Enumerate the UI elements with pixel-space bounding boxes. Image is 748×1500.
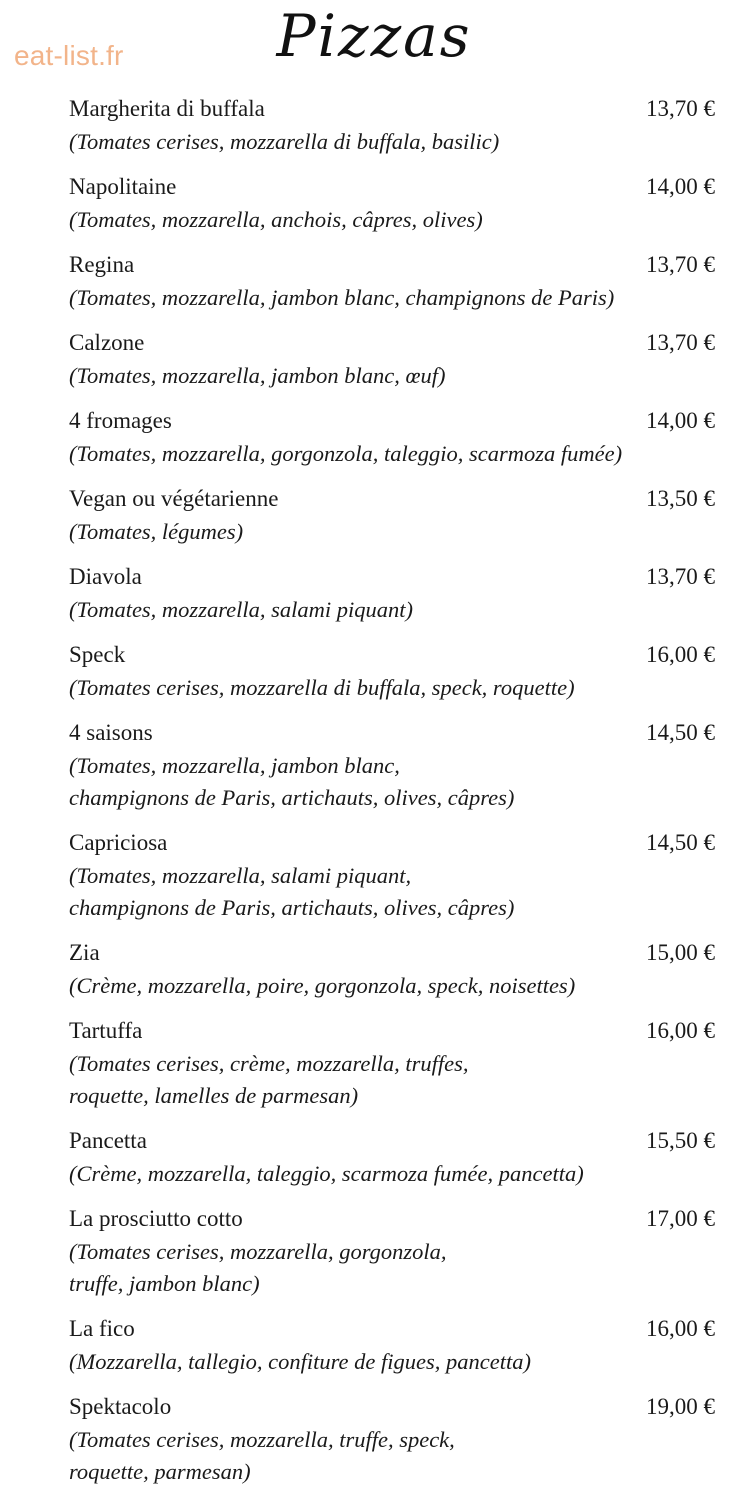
menu-item <box>69 1390 715 1488</box>
item-price: 14,00 € <box>646 408 715 433</box>
item-name: Vegan ou végétarienne <box>69 486 279 511</box>
menu-item <box>69 170 715 236</box>
menu-item <box>69 482 715 548</box>
item-price: 14,50 € <box>646 830 715 855</box>
item-description: (Tomates, mozzarella, salami piquant) <box>69 597 413 622</box>
item-price: 14,00 € <box>646 174 715 199</box>
menu-item <box>69 936 715 1002</box>
menu-item <box>69 560 715 626</box>
page-title: Pizzas <box>276 2 472 70</box>
item-name: Regina <box>69 252 135 277</box>
item-name: La fico <box>69 1316 135 1341</box>
item-description: (Tomates, mozzarella, salami piquant, champignons de Paris, artichauts, olives, câpres) <box>69 863 515 920</box>
item-name: Tartuffa <box>69 1018 143 1043</box>
item-name: La prosciutto cotto <box>69 1206 243 1231</box>
item-description: (Tomates cerises, mozzarella di buffala, basilic) <box>69 129 500 154</box>
item-price: 13,70 € <box>646 252 715 277</box>
menu-item <box>69 404 715 470</box>
item-name: Pancetta <box>69 1128 147 1153</box>
item-price: 19,00 € <box>646 1394 715 1419</box>
item-name: Margherita di buffala <box>69 96 265 121</box>
item-name: Calzone <box>69 330 145 355</box>
item-description: (Tomates, mozzarella, anchois, câpres, olives) <box>69 207 483 232</box>
item-price: 16,00 € <box>646 642 715 667</box>
item-description: (Tomates, mozzarella, jambon blanc, champignons de Paris, artichauts, olives, câpres) <box>69 753 515 810</box>
item-name: 4 fromages <box>69 408 172 433</box>
item-price: 15,00 € <box>646 940 715 965</box>
item-description: (Tomates cerises, mozzarella di buffala, speck, roquette) <box>69 675 575 700</box>
pizza-menu-list <box>69 92 715 1500</box>
menu-item <box>69 1014 715 1112</box>
item-description: (Crème, mozzarella, poire, gorgonzola, speck, noisettes) <box>69 973 576 998</box>
item-description: (Tomates cerises, crème, mozzarella, truffes, roquette, lamelles de parmesan) <box>69 1051 469 1108</box>
item-price: 13,70 € <box>646 330 715 355</box>
watermark-logo: eat-list.fr <box>14 40 124 71</box>
menu-item <box>69 248 715 314</box>
item-description: (Tomates cerises, mozzarella, truffe, speck, roquette, parmesan) <box>69 1427 455 1484</box>
item-price: 13,70 € <box>646 564 715 589</box>
item-name: Zia <box>69 940 100 965</box>
menu-item <box>69 1312 715 1378</box>
item-description: (Tomates, légumes) <box>69 519 244 544</box>
item-description: (Tomates cerises, mozzarella, gorgonzola, truffe, jambon blanc) <box>69 1239 447 1296</box>
item-price: 13,70 € <box>646 96 715 121</box>
menu-item <box>69 1124 715 1190</box>
item-description: (Tomates, mozzarella, jambon blanc, œuf) <box>69 363 446 388</box>
item-price: 13,50 € <box>646 486 715 511</box>
menu-item <box>69 826 715 924</box>
item-name: Spektacolo <box>69 1394 172 1419</box>
menu-item <box>69 326 715 392</box>
item-name: Napolitaine <box>69 174 177 199</box>
menu-item <box>69 92 715 158</box>
menu-item <box>69 716 715 814</box>
item-price: 17,00 € <box>646 1206 715 1231</box>
item-name: Capriciosa <box>69 830 168 855</box>
item-description: (Mozzarella, tallegio, confiture de figues, pancetta) <box>69 1349 531 1374</box>
item-description: (Tomates, mozzarella, gorgonzola, taleggio, scarmoza fumée) <box>69 441 623 466</box>
menu-item <box>69 638 715 704</box>
item-description: (Tomates, mozzarella, jambon blanc, champignons de Paris) <box>69 285 615 310</box>
item-price: 14,50 € <box>646 720 715 745</box>
item-name: 4 saisons <box>69 720 153 745</box>
item-name: Speck <box>69 642 126 667</box>
item-price: 15,50 € <box>646 1128 715 1153</box>
item-description: (Crème, mozzarella, taleggio, scarmoza fumée, pancetta) <box>69 1161 584 1186</box>
menu-item <box>69 1202 715 1300</box>
item-price: 16,00 € <box>646 1018 715 1043</box>
item-name: Diavola <box>69 564 142 589</box>
item-price: 16,00 € <box>646 1316 715 1341</box>
